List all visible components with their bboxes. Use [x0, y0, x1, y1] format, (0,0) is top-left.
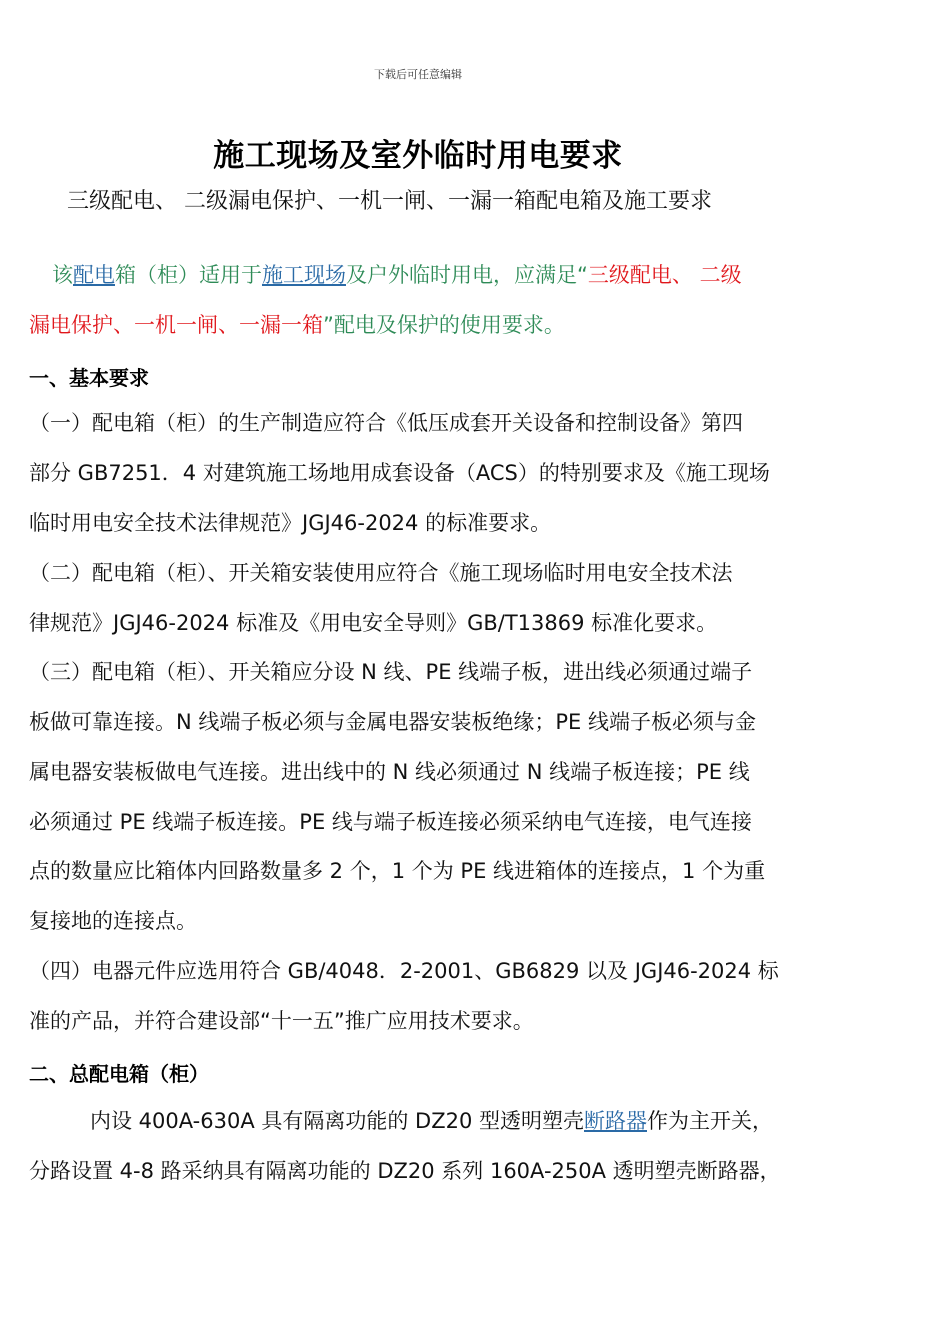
download-note: 下载后可任意编辑 [374, 68, 462, 81]
text-line: 部分 GB7251．4 对建筑施工场地用成套设备（ACS）的特别要求及《施工现场 [29, 461, 770, 485]
text-segment: 内设 400A-630A 具有隔离功能的 DZ20 型透明塑壳 [90, 1109, 584, 1133]
section-heading-basic: 一、基本要求 [29, 366, 149, 390]
intro-line-1 [52, 250, 742, 300]
text-line: （一）配电箱（柜）的生产制造应符合《低压成套开关设备和控制设备》第四 [29, 411, 743, 435]
intro-highlight: 漏电保护、一机一闸、一漏一箱 [29, 313, 323, 337]
text-line: 分路设置 4-8 路采纳具有隔离功能的 DZ20 系列 160A-250A 透明塑壳断路器， [29, 1159, 781, 1183]
text-line: 点的数量应比箱体内回路数量多 2 个，1 个为 PE 线进箱体的连接点，1 个为重 [29, 859, 766, 883]
text-line: （三）配电箱（柜）、开关箱应分设 N 线、PE 线端子板，进出线必须通过端子 [29, 660, 753, 684]
text-line: 准的产品，并符合建设部“十一五”推广应用技术要求。 [29, 1009, 534, 1033]
intro-text: 箱（柜）适用于 [115, 263, 262, 287]
document-title: 施工现场及室外临时用电要求 [213, 138, 623, 174]
link-circuit-breaker[interactable]: 断路器 [584, 1109, 647, 1133]
intro-highlight: 三级配电、 二级 [587, 263, 742, 287]
text-line: 临时用电安全技术法律规范》JGJ46-2024 的标准要求。 [29, 511, 552, 535]
text-line: 属电器安装板做电气连接。进出线中的 N 线必须通过 N 线端子板连接；PE 线 [29, 760, 750, 784]
text-line: （四）电器元件应选用符合 GB/4048．2-2001、GB6829 以及 JGJ46-2024 标 [29, 959, 779, 983]
text-segment: 作为主开关， [647, 1109, 773, 1133]
text-line: 律规范》JGJ46-2024 标准及《用电安全导则》GB/T13869 标准化要求。 [29, 611, 718, 635]
text-line [90, 1096, 773, 1146]
text-line: （二）配电箱（柜）、开关箱安装使用应符合《施工现场临时用电安全技术法 [29, 561, 733, 585]
text-line: 复接地的连接点。 [29, 909, 197, 933]
text-line: 必须通过 PE 线端子板连接。PE 线与端子板连接必须采纳电气连接，电气连接 [29, 810, 752, 834]
link-construction-site[interactable]: 施工现场 [262, 263, 346, 287]
section-heading-main-box: 二、总配电箱（柜） [29, 1062, 209, 1086]
intro-text: 该 [52, 263, 73, 287]
intro-text: ”配电及保护的使用要求。 [323, 313, 565, 337]
intro-line-2 [29, 300, 565, 350]
document-subtitle: 三级配电、 二级漏电保护、一机一闸、一漏一箱配电箱及施工要求 [67, 189, 712, 214]
intro-text: 及户外临时用电，应满足“ [346, 263, 588, 287]
text-line: 板做可靠连接。N 线端子板必须与金属电器安装板绝缘；PE 线端子板必须与金 [29, 710, 756, 734]
link-distribution[interactable]: 配电 [73, 263, 115, 287]
